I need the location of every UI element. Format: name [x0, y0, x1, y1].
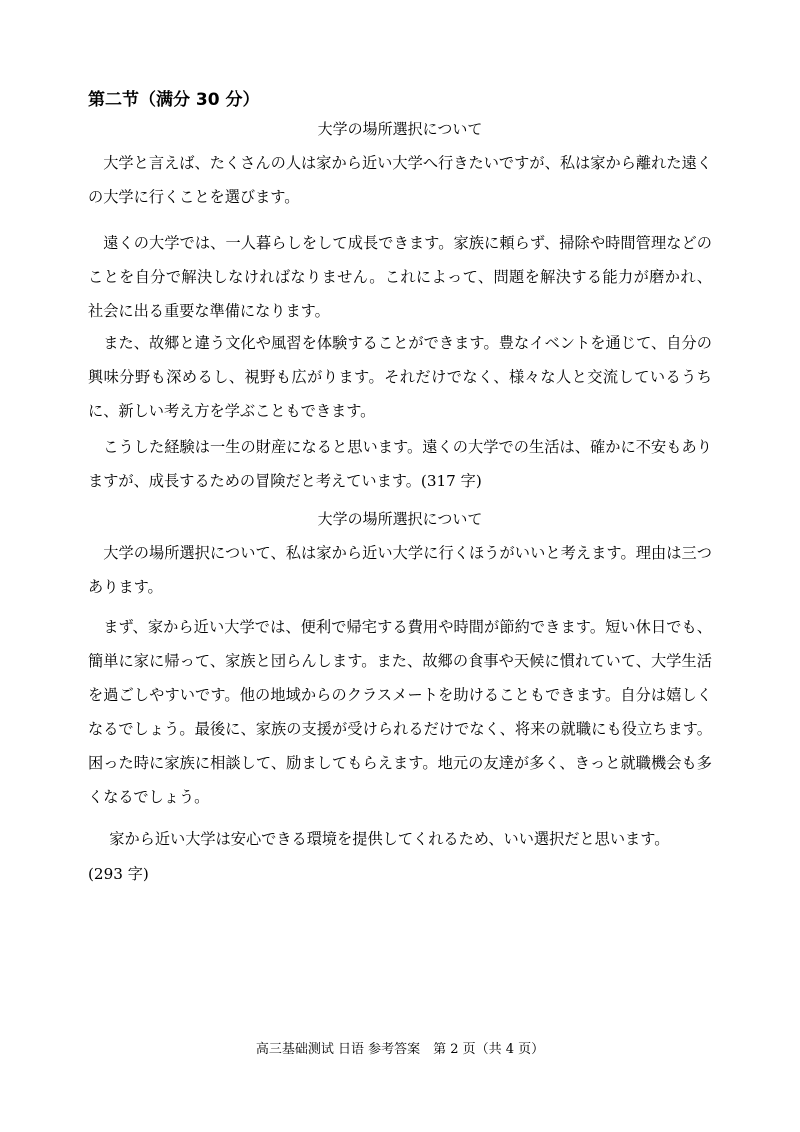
- essay-1-paragraph-1: 大学と言えば、たくさんの人は家から近い大学へ行きたいですが、私は家から離れた遠くの大学に行くことを選びます。: [88, 154, 712, 206]
- essay-2-paragraph-1: 大学の場所選択について、私は家から近い大学に行くほうがいいと考えます。理由は三つあります。: [88, 544, 712, 596]
- essay-1-paragraph-4: こうした経験は一生の財産になると思います。遠くの大学での生活は、確かに不安もありますが、成長するための冒険だと考えています。(317 字): [88, 438, 712, 490]
- essay-2-paragraph-2: まず、家から近い大学では、便利で帰宅する費用や時間が節約できます。短い休日でも、簡単に家に帰って、家族と団らんします。また、故郷の食事や天候に慣れていて、大学生活を過ごしやすいです。他の地域からのクラスメートを助けることもできます。自分は嬉しくなるでしょう。最後に、家族の支援が受けられるだけでなく、将来の就職にも役立ちます。困った時に家族に相談して、励ましてもらえます。地元の友達が多く、きっと就職機会も多くなるでしょう。: [88, 618, 712, 806]
- essay-2-title: 大学の場所選択について: [317, 510, 483, 528]
- page-footer: 高三基础测试 日语 参考答案 第 2 页（共 4 页）: [255, 1042, 545, 1057]
- essay-1-paragraph-2: 遠くの大学では、一人暮らしをして成長できます。家族に頼らず、掃除や時間管理などのことを自分で解決しなければなりません。これによって、問題を解決する能力が磨かれ、社会に出る重要な準備になります。: [88, 234, 712, 320]
- essay-1-title: 大学の場所選択について: [317, 120, 483, 138]
- essay-2-paragraph-3: 家から近い大学は安心できる環境を提供してくれるため、いい選択だと思います。: [109, 830, 670, 848]
- section-heading: 第二节（满分 30 分）: [88, 90, 260, 110]
- essay-2-word-count: (293 字): [88, 865, 149, 883]
- essay-1-paragraph-3: また、故郷と違う文化や風習を体験することができます。豊なイベントを通じて、自分の興味分野も深めるし、視野も広がります。それだけでなく、様々な人と交流しているうちに、新しい考え方を学ぶこともできます。: [88, 334, 712, 420]
